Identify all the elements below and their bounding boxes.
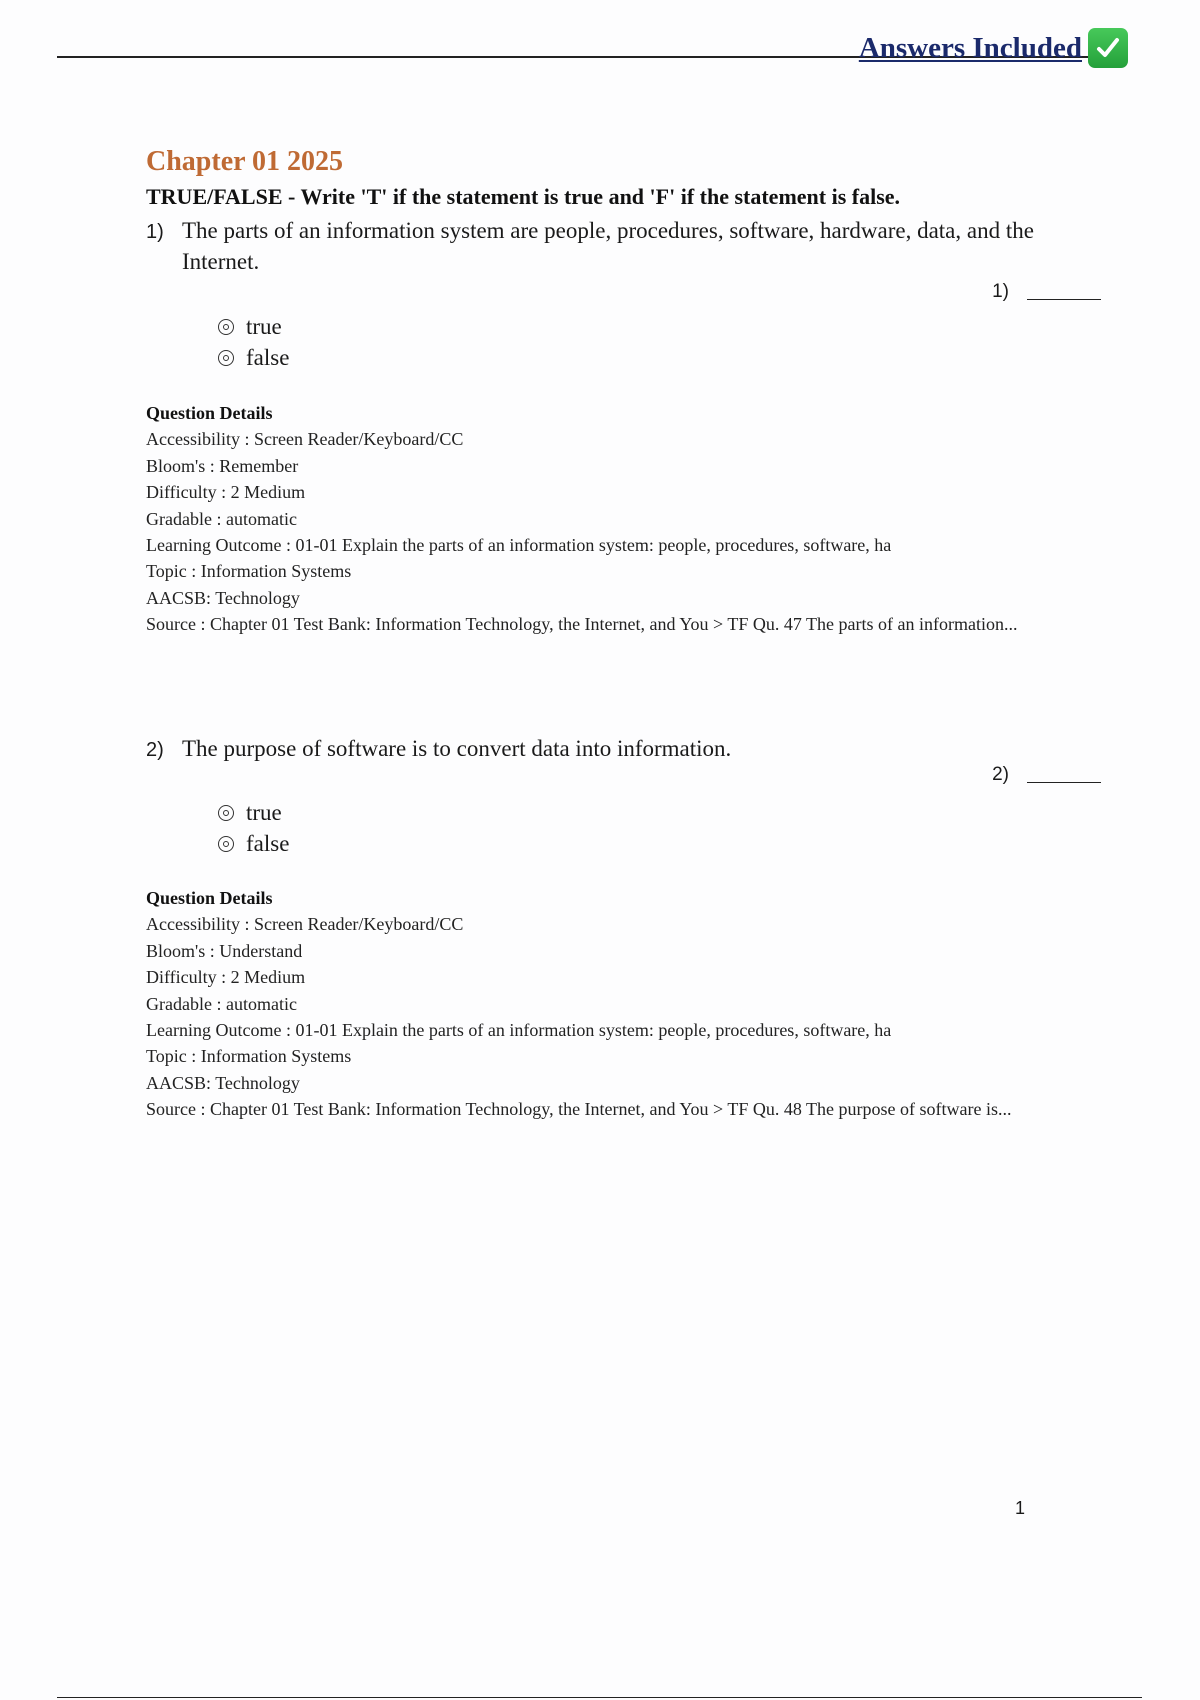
chapter-title: Chapter 01 2025 <box>146 146 344 177</box>
details-aacsb: AACSB: Technology <box>146 587 300 608</box>
details-gradable: Gradable : automatic <box>146 508 297 529</box>
details-difficulty: Difficulty : 2 Medium <box>146 967 306 988</box>
details-title: Question Details <box>146 888 273 908</box>
answer-blank[interactable] <box>992 764 1101 786</box>
details-title: Question Details <box>146 403 273 423</box>
answers-included-text: Answers Included <box>858 31 1082 64</box>
details-blooms: Bloom's : Understand <box>146 940 303 961</box>
question-text: The parts of an information system are people, procedures, software, hardware, data, and the Internet. <box>182 218 1034 274</box>
options-list <box>218 797 289 859</box>
details-aacsb: AACSB: Technology <box>146 1072 300 1093</box>
details-topic: Topic : Information Systems <box>146 561 352 582</box>
answers-included-tag <box>859 28 1128 68</box>
check-mark-icon <box>1088 28 1128 68</box>
question-text: The purpose of software is to convert data into information. <box>182 736 732 761</box>
question-1 <box>146 215 1096 635</box>
details-difficulty: Difficulty : 2 Medium <box>146 482 306 503</box>
option-true[interactable] <box>218 311 289 342</box>
question-details <box>146 885 1046 1123</box>
answer-label: 2) <box>992 764 1009 785</box>
answer-line[interactable] <box>1027 768 1101 783</box>
radio-icon[interactable] <box>218 319 234 335</box>
details-learning-outcome: Learning Outcome : 01-01 Explain the parts of an information system: people, procedures, software, ha <box>146 535 892 556</box>
radio-icon[interactable] <box>218 350 234 366</box>
answer-blank[interactable] <box>992 281 1101 303</box>
question-number: 2) <box>146 739 164 761</box>
option-label: true <box>246 799 282 825</box>
details-topic: Topic : Information Systems <box>146 1046 352 1067</box>
question-2 <box>146 733 1096 1120</box>
option-label: false <box>246 344 290 370</box>
details-learning-outcome: Learning Outcome : 01-01 Explain the parts of an information system: people, procedures, software, ha <box>146 1020 892 1041</box>
options-list <box>218 311 289 373</box>
footer-rule <box>57 1697 1142 1698</box>
radio-icon[interactable] <box>218 805 234 821</box>
details-accessibility: Accessibility : Screen Reader/Keyboard/CC <box>146 429 464 450</box>
radio-icon[interactable] <box>218 836 234 852</box>
option-label: true <box>246 313 282 339</box>
page-number: 1 <box>1015 1498 1026 1518</box>
details-source: Source : Chapter 01 Test Bank: Information Technology, the Internet, and You > TF Qu. 48 The purpose of software is... <box>146 1099 1012 1120</box>
details-source: Source : Chapter 01 Test Bank: Information Technology, the Internet, and You > TF Qu. 47 The parts of an information... <box>146 614 1018 635</box>
answer-line[interactable] <box>1027 285 1101 300</box>
details-accessibility: Accessibility : Screen Reader/Keyboard/CC <box>146 914 464 935</box>
question-number: 1) <box>146 221 164 243</box>
option-false[interactable] <box>218 828 289 859</box>
option-true[interactable] <box>218 797 289 828</box>
answer-label: 1) <box>992 281 1009 302</box>
instructions: TRUE/FALSE - Write 'T' if the statement is true and 'F' if the statement is false. <box>146 184 901 209</box>
question-details <box>146 400 1046 638</box>
option-label: false <box>246 830 290 856</box>
details-gradable: Gradable : automatic <box>146 993 297 1014</box>
details-blooms: Bloom's : Remember <box>146 455 299 476</box>
option-false[interactable] <box>218 342 289 373</box>
